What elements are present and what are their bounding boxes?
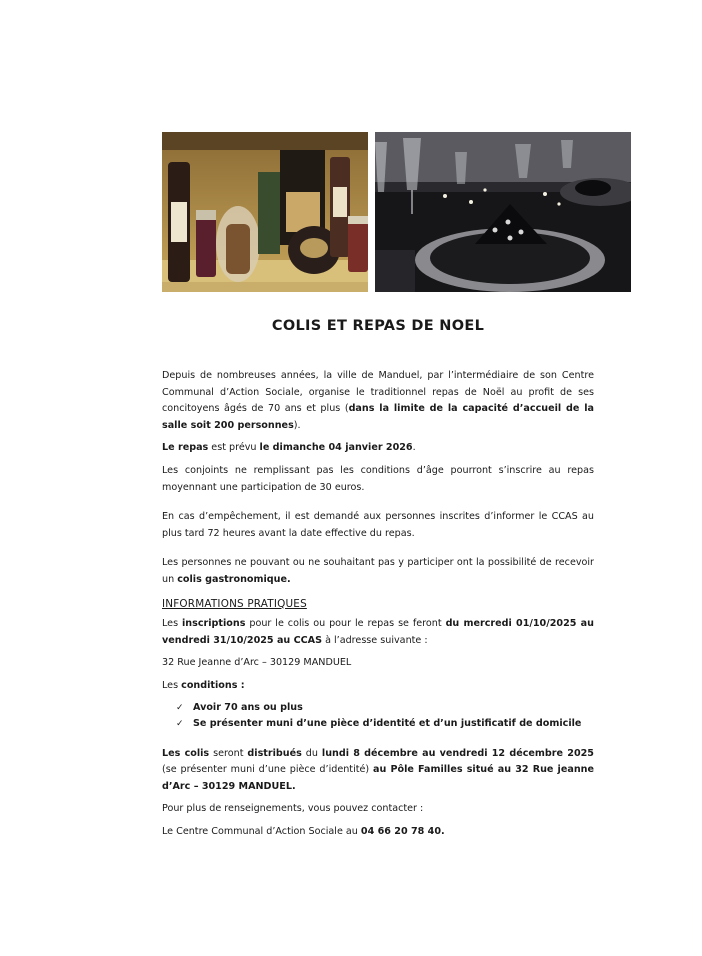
colis-paragraph xyxy=(162,555,594,588)
inscriptions-paragraph xyxy=(162,616,594,649)
inscriptions-label: inscriptions xyxy=(182,618,246,630)
inscriptions-text-a: Les xyxy=(162,618,183,630)
intro-paragraph xyxy=(162,368,594,434)
distribution-text-b: du xyxy=(301,747,322,759)
condition-text: Se présenter muni d’une pièce d’identité et d’un justificatif de domicile xyxy=(193,718,582,730)
repas-date-paragraph xyxy=(162,440,594,457)
list-item xyxy=(176,700,594,717)
inscriptions-text-b: pour le colis ou pour le repas se feront xyxy=(245,618,446,630)
contact-line xyxy=(162,824,594,841)
conditions-label: conditions xyxy=(181,679,238,691)
colis-gastronomique-text: colis gastronomique. xyxy=(177,573,291,585)
conditions-list xyxy=(162,700,594,733)
colis-text: Les personnes ne pouvant ou ne souhaitant pas y participer ont la possibilité de recevoir un xyxy=(162,557,594,585)
contact-text: Le Centre Communal d’Action Sociale au xyxy=(162,826,361,838)
inscriptions-dates: du mercredi 01/10/2025 au vendredi 31/10/2025 au CCAS xyxy=(162,618,594,646)
repas-end-text: . xyxy=(412,442,416,454)
check-icon: ✓ xyxy=(176,702,184,713)
inscriptions-text-c: à l’adresse suivante : xyxy=(322,634,428,646)
distribution-paragraph xyxy=(162,746,594,796)
check-icon: ✓ xyxy=(176,719,184,730)
repas-mid-text: est prévu xyxy=(208,442,260,454)
conjoints-paragraph: Les conjoints ne remplissant pas les conditions d’âge pourront s’inscrire au repas moyennant une participation de 30 euros. xyxy=(162,464,594,493)
christmas-table-setting-photo xyxy=(375,132,631,292)
list-item xyxy=(176,716,594,733)
conditions-text-a: Les xyxy=(162,679,182,691)
gift-basket-photo xyxy=(162,132,368,292)
conditions-colon: : xyxy=(237,679,245,691)
repas-date: le dimanche 04 janvier 2026 xyxy=(259,442,413,454)
contact-phone: 04 66 20 78 40. xyxy=(360,826,445,838)
distribution-dates: lundi 8 décembre au vendredi 12 décembre 2025 xyxy=(321,747,594,759)
distribution-text-c: (se présenter muni d’une pièce d’identité) xyxy=(162,764,373,776)
conditions-intro xyxy=(162,678,594,695)
page-title: COLIS ET REPAS DE NOEL xyxy=(271,318,485,334)
intro-capacity-text: dans la limite de la capacité d’accueil de la salle soit 200 personnes xyxy=(162,403,594,431)
condition-text: Avoir 70 ans ou plus xyxy=(193,701,303,713)
address-line: 32 Rue Jeanne d’Arc – 30129 MANDUEL xyxy=(162,657,352,669)
distribution-verb: distribués xyxy=(247,747,302,759)
practical-info-heading: INFORMATIONS PRATIQUES xyxy=(162,597,307,610)
repas-label: Le repas xyxy=(162,442,209,454)
distribution-label: Les colis xyxy=(162,747,210,759)
empechement-paragraph: En cas d’empêchement, il est demandé aux personnes inscrites d’informer le CCAS au plus tard 72 heures avant la date effective du repas. xyxy=(162,511,594,539)
distribution-text-a: seront xyxy=(209,747,248,759)
intro-text: Depuis de nombreuses années, la ville de Manduel, par l’intermédiaire de son Centre Communal d’Action Sociale, organise le traditionnel repas de Noël au profit de ses concitoyens âgés de 70 ans et plus ( xyxy=(162,370,594,415)
contact-intro: Pour plus de renseignements, vous pouvez contacter : xyxy=(162,803,424,815)
flyer-body xyxy=(162,368,594,841)
distribution-location: au Pôle Familles situé au 32 Rue jeanne d’Arc – 30129 MANDUEL. xyxy=(162,764,594,792)
intro-end-text: ). xyxy=(293,419,301,431)
